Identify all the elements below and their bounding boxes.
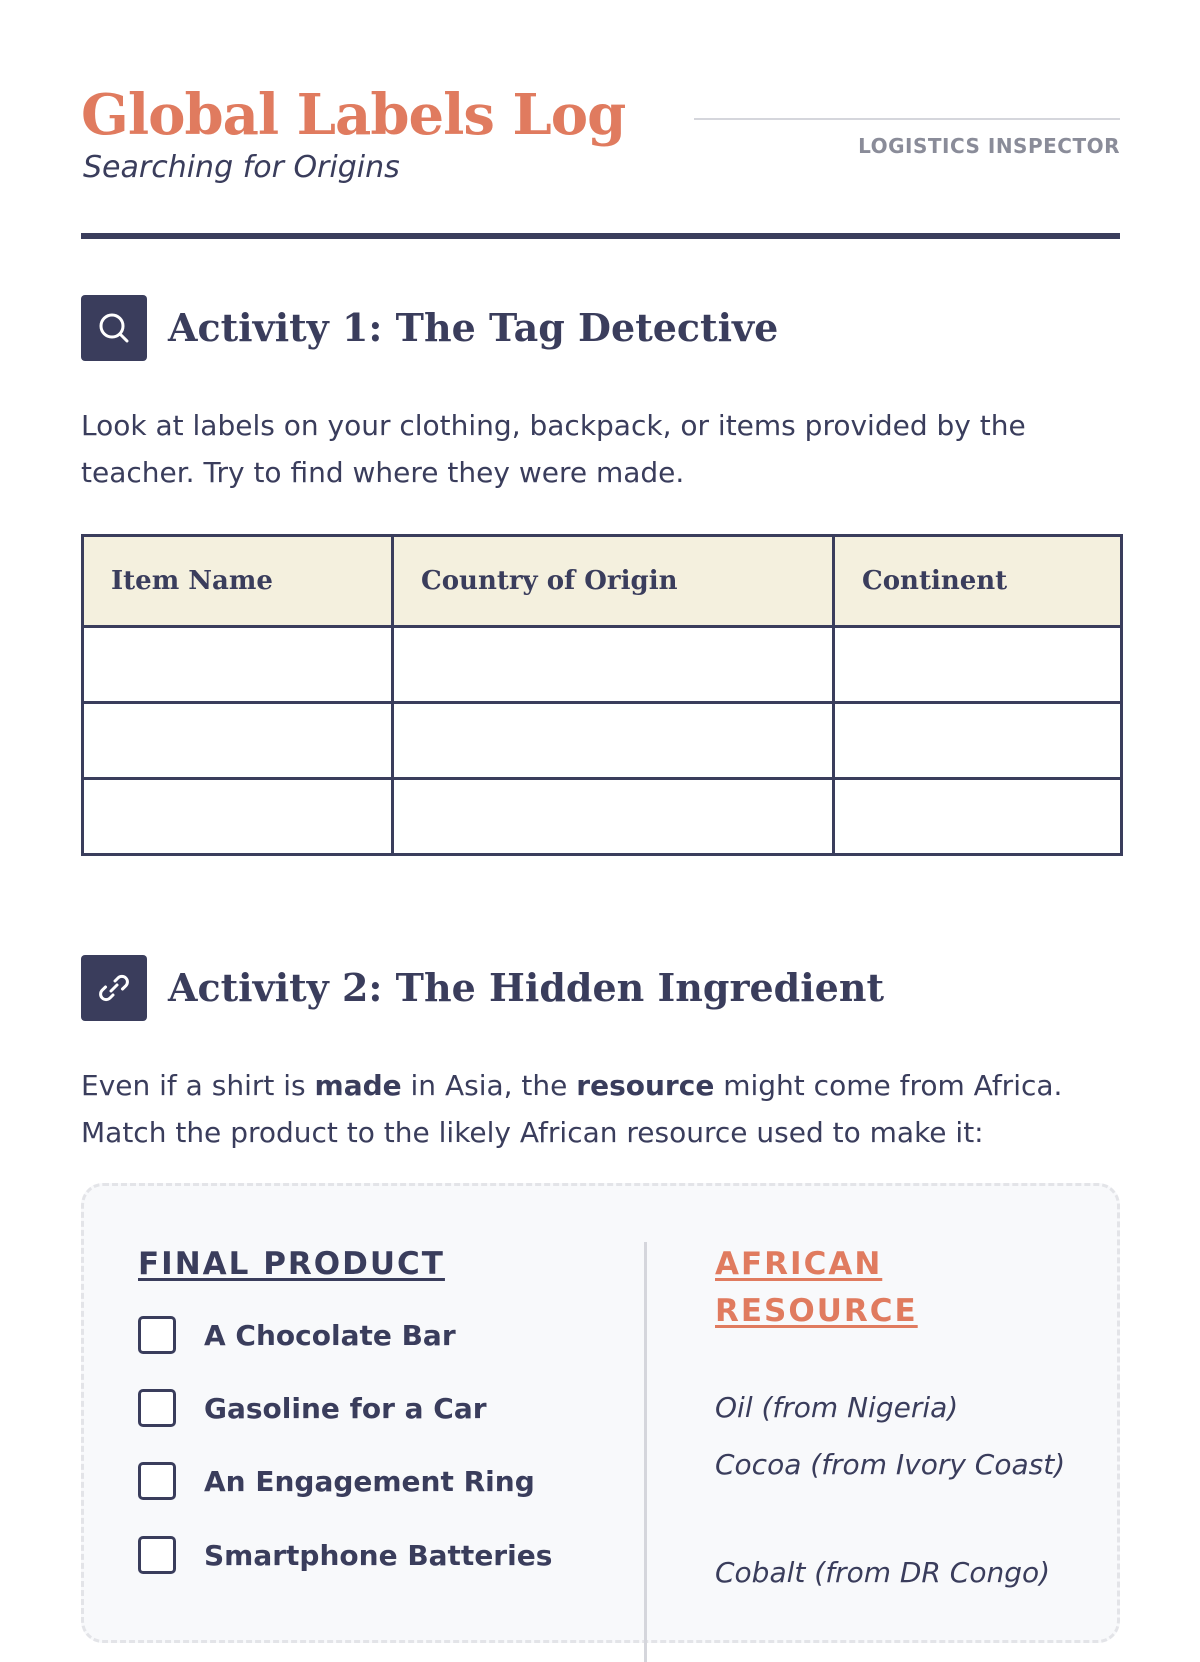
activity-1-heading <box>81 295 1120 361</box>
resource-item: Oil (from Nigeria) <box>715 1391 959 1424</box>
table-row <box>83 627 1122 703</box>
checkbox[interactable] <box>138 1389 176 1427</box>
activity-2-title: Activity 2: The Hidden Ingredient <box>168 965 885 1010</box>
product-label: A Chocolate Bar <box>204 1319 456 1352</box>
matching-panel <box>81 1183 1120 1643</box>
table-cell[interactable] <box>393 703 834 779</box>
resources-heading: AFRICAN RESOURCE <box>715 1246 918 1329</box>
header-divider <box>81 233 1120 239</box>
product-label: An Engagement Ring <box>204 1465 535 1498</box>
product-label: Gasoline for a Car <box>204 1392 487 1425</box>
table-cell[interactable] <box>83 703 393 779</box>
table-cell[interactable] <box>393 627 834 703</box>
checkbox[interactable] <box>138 1316 176 1354</box>
resource-item: Cocoa (from Ivory Coast) <box>715 1448 1066 1481</box>
search-icon <box>81 295 147 361</box>
instruction-emphasis-made: made <box>314 1069 402 1102</box>
activity-1-title: Activity 1: The Tag Detective <box>168 305 779 350</box>
product-item[interactable] <box>138 1316 618 1360</box>
page-subtitle: Searching for Origins <box>83 150 400 185</box>
activity-2-heading <box>81 955 1120 1021</box>
product-label: Smartphone Batteries <box>204 1539 553 1572</box>
column-header-continent: Continent <box>834 536 1122 627</box>
products-heading: FINAL PRODUCT <box>138 1246 445 1282</box>
instruction-text: might come from Africa. Match the product to the likely African resource used to make it: <box>81 1069 1063 1149</box>
column-header-item-name: Item Name <box>83 536 393 627</box>
table-cell[interactable] <box>834 703 1122 779</box>
worksheet-page <box>81 0 1120 1600</box>
origin-table <box>81 534 1123 856</box>
activity-1-instructions: Look at labels on your clothing, backpack, or items provided by the teacher. Try to find where they were made. <box>81 409 1026 489</box>
role-label: LOGISTICS INSPECTOR <box>858 134 1120 158</box>
role-divider <box>694 118 1120 120</box>
product-item[interactable] <box>138 1462 618 1506</box>
table-cell[interactable] <box>83 627 393 703</box>
table-row <box>83 703 1122 779</box>
instruction-emphasis-resource: resource <box>576 1069 715 1102</box>
worksheet-header <box>81 80 1120 240</box>
instruction-text: in Asia, the <box>401 1069 577 1102</box>
page-title: Global Labels Log <box>81 82 626 148</box>
product-item[interactable] <box>138 1536 618 1580</box>
column-divider <box>644 1242 647 1662</box>
table-cell[interactable] <box>83 779 393 855</box>
table-cell[interactable] <box>393 779 834 855</box>
checkbox[interactable] <box>138 1536 176 1574</box>
column-header-country: Country of Origin <box>393 536 834 627</box>
link-icon <box>81 955 147 1021</box>
table-row <box>83 779 1122 855</box>
table-cell[interactable] <box>834 779 1122 855</box>
table-header-row <box>83 536 1122 627</box>
product-item[interactable] <box>138 1389 618 1433</box>
checkbox[interactable] <box>138 1462 176 1500</box>
resource-item: Cobalt (from DR Congo) <box>715 1556 1051 1589</box>
table-cell[interactable] <box>834 627 1122 703</box>
instruction-text: Even if a shirt is <box>81 1069 315 1102</box>
activity-2-instructions <box>81 1062 1120 1156</box>
